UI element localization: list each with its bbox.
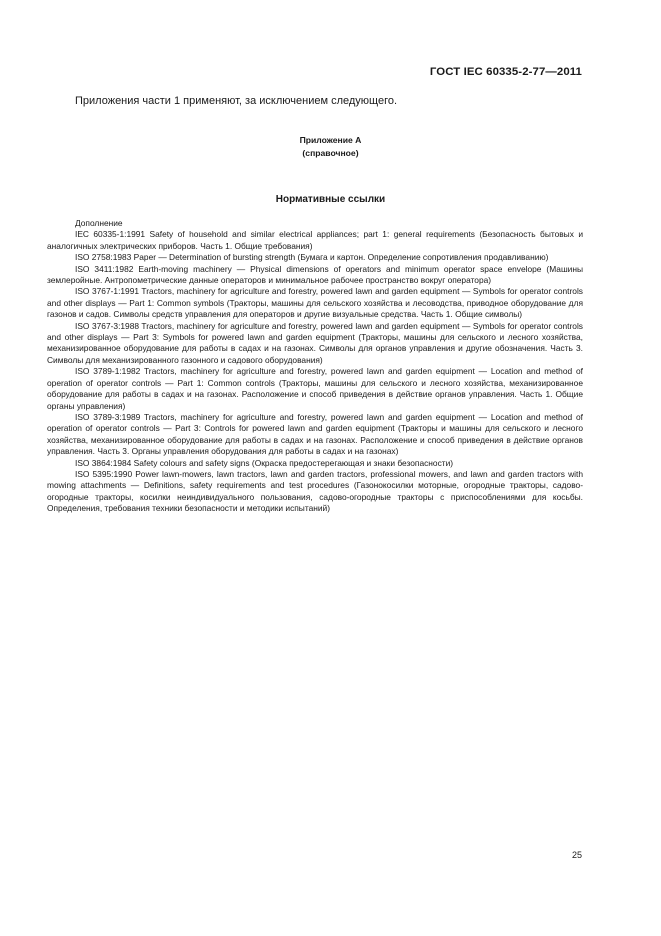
addition-label: Дополнение [75,218,123,228]
intro-text: Приложения части 1 применяют, за исключением следующего. [75,95,398,107]
appendix-title: Приложение А [299,135,362,145]
reference-item: ISO 2758:1983 Paper — Determination of bursting strength (Бумага и картон. Определение сопротивления продавливанию) [75,252,549,263]
standard-header: ГОСТ IEC 60335-2-77—2011 [429,66,582,78]
page-number: 25 [571,850,582,860]
section-title: Нормативные ссылки [275,194,386,205]
appendix-heading [0,134,661,160]
reference-item: ISO 3789-3:1989 Tractors, machinery for agriculture and forestry, powered lawn and garden equipment — Location and method of operation of operator controls — Part 3: Controls for powered lawn and garden equipment (Тракторы и машины для сельского и лесного хозяйства, механизированное оборудование для работы в садах и на газонах. Расположение и способ приведения в действие органов управления. Часть 3. Органы управления оборудования для работы в садах и на газонах) [47,411,583,457]
reference-entries [47,229,583,514]
references-list [47,218,583,515]
reference-item: ISO 5395:1990 Power lawn-mowers, lawn tractors, lawn and garden tractors, professional mowers, and lawn and garden tractors with mowing attachments — Definitions, safety requirements and test procedures (Газонокосилки моторные, огородные тракторы, садово-огородные тракторы, косилки неиндивидуального пользования, садово-огородные тракторы с приспособлениями для косьбы. Определения, требования техники безопасности и методики испытаний) [47,468,583,514]
reference-item: ISO 3864:1984 Safety colours and safety signs (Окраска предостерегающая и знаки безопасности) [75,457,454,468]
reference-item: ISO 3767-3:1988 Tractors, machinery for agriculture and forestry, powered lawn and garden equipment — Symbols for operator controls and other displays — Part 3: Symbols for powered lawn and garden equipment (Тракторы, машины для сельского и лесного хозяйства, механизированное оборудование для работы в садах и на газонах. Символы для органов управления и другие обозначения. Часть 3. Символы для механизированного газонного и садового оборудования) [47,320,583,365]
reference-item: ISO 3411:1982 Earth-moving machinery — Physical dimensions of operators and minimum operator space envelope (Машины землеройные. Антропометрические данные операторов и минимальное рабочее пространство вокруг оператора) [47,263,583,286]
reference-item: IEC 60335-1:1991 Safety of household and similar electrical appliances; part 1: general requirements (Безопасность бытовых и аналогичных электрических приборов. Часть 1. Общие требования) [47,229,583,251]
reference-item: ISO 3789-1:1982 Tractors, machinery for agriculture and forestry, powered lawn and garden equipment — Location and method of operation of operator controls — Part 1: Common controls (Тракторы, машины для сельского и лесного хозяйства, механизированное оборудование для работы в садах и на газонах. Расположение и способ приведения в действие органов управления. Часть 1. Общие органы управления) [47,366,583,411]
appendix-subtitle: (справочное) [302,148,359,158]
reference-item: ISO 3767-1:1991 Tractors, machinery for agriculture and forestry, powered lawn and garden equipment — Symbols for operator controls and other displays — Part 1: Common symbols (Тракторы, машины для сельского хозяйства и лесоводства, приводное оборудование для газонов и садов. Символы средств управления для операторов и другие визуальные средства. Часть 1. Общие символы) [47,286,583,320]
